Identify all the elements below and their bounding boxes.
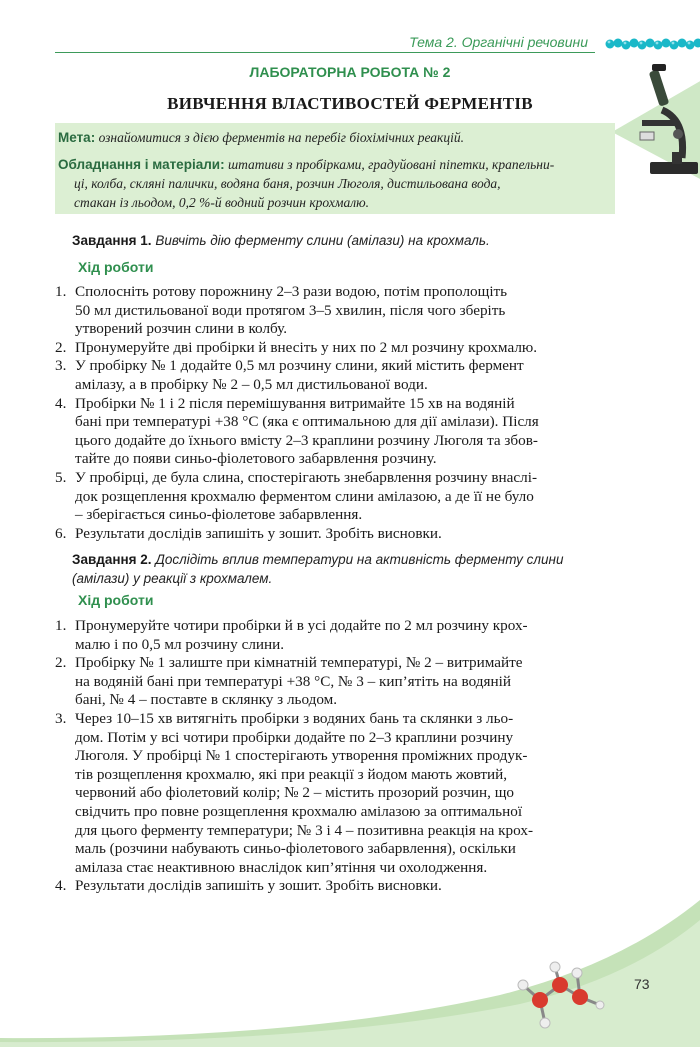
list-item: 2. Пробірку № 1 залиште при кімнатній температурі, № 2 – витримайте на водяній бані при температурі +38 °С, № 3 – кип’ятіть на водяній бані, № 4 – поставте в склянку з льодом. — [55, 654, 523, 709]
task-1-steps — [55, 283, 618, 543]
list-item: 4. Результати дослідів запишіть у зошит. Зробіть висновки. — [55, 877, 442, 895]
task-2-progress-heading: Хід роботи — [78, 592, 154, 608]
task-2-text-line-2: (амілази) у реакції з крохмалем. — [72, 571, 273, 586]
header-topic: Тема 2. Органічні речовини — [409, 34, 588, 50]
aim-label: Мета: — [58, 130, 96, 145]
lab-number-heading: ЛАБОРАТОРНА РОБОТА № 2 — [249, 64, 451, 80]
task-1-progress-heading: Хід роботи — [78, 259, 154, 275]
list-item: 6. Результати дослідів запишіть у зошит. Зробіть висновки. — [55, 524, 442, 542]
aim-paragraph — [58, 129, 610, 147]
list-item: 1. Сполосніть ротову порожнину 2–3 рази водою, потім прополощіть 50 мл дистильованої води протягом 3–5 хвилин, після чого зберіть утворений розчин слини в колбу. — [55, 283, 508, 338]
header-divider — [55, 52, 595, 53]
task-1-text: Вивчіть дію ферменту слини (амілази) на крохмаль. — [155, 233, 490, 248]
task-2-label: Завдання 2. — [72, 552, 152, 567]
beads-decoration-icon — [604, 34, 700, 54]
list-item: 5. У пробірці, де була слина, спостерігають знебарвлення розчину внаслі- док розщеплення крохмалю ферментом слини амілазою, а де її не було – зберігається синьо-фіолетове забарвлення. — [55, 468, 538, 524]
aim-text: ознайомитися з дією ферментів на перебіг біохімічних реакцій. — [98, 130, 465, 145]
task-1-heading — [72, 231, 617, 250]
task-2-text-line-1: Дослідіть вплив температури на активність ферменту слини — [155, 552, 564, 567]
page-title: ВИВЧЕННЯ ВЛАСТИВОСТЕЙ ФЕРМЕНТІВ — [167, 94, 533, 113]
page-number: 73 — [634, 976, 650, 992]
task-2-heading — [72, 550, 617, 588]
list-item: 3. У пробірку № 1 додайте 0,5 мл розчину слини, який містить фермент амілазу, а в пробірку № 2 – 0,5 мл дистильованої води. — [55, 357, 524, 393]
molecule-icon — [515, 955, 605, 1030]
task-1-label: Завдання 1. — [72, 233, 152, 248]
equipment-paragraph — [58, 155, 615, 212]
list-item: 3. Через 10–15 хв витягніть пробірки з водяних бань та склянки з льо- дом. Потім у всі чотири пробірки додайте по 2–3 краплини розчину Люголя. У пробірці № 1 спостерігають утворення проміжних продук- тів розщеплення крохмалю, які при реакції з йодом мають жовтий, червоний або фіолетовий колір; № 2 – містить прозорий розчин, що свідчить про повне розщеплення крохмалю амілазою за оптимальної для цього ферменту температури; № 3 і 4 – позитивна реакція на крох- маль (розчини набувають синьо-фіолетового забарвлення), оскільки амілаза стає неактивною внаслідок кип’ятіння чи охолодження. — [55, 709, 533, 876]
list-item: 2. Пронумеруйте дві пробірки й внесіть у них по 2 мл розчину крохмалю. — [55, 338, 538, 356]
equipment-line-2: ці, колба, скляні палички, водяна баня, розчин Люголя, дистильована вода, — [74, 176, 501, 191]
task-2-steps — [55, 617, 618, 896]
equipment-label: Обладнання і матеріали: — [58, 157, 225, 172]
list-item: 4. Пробірки № 1 і 2 після перемішування витримайте 15 хв на водяній бані при температурі +38 °С (яка є оптимальною для дії амілази). Після цього додайте до їхнього вмісту 2–3 краплини розчину Люголя та збов- тайте до появи синьо-фіолетового забарвлення розчину. — [55, 394, 539, 468]
equipment-line-3: стакан із льодом, 0,2 %-й водний розчин крохмалю. — [74, 195, 370, 210]
equipment-line-1: штативи з пробірками, градуйовані піпетки, крапельни- — [227, 157, 555, 172]
list-item: 1. Пронумеруйте чотири пробірки й в усі додайте по 2 мл розчину крох- малю і по 0,5 мл розчину слини. — [55, 617, 528, 653]
